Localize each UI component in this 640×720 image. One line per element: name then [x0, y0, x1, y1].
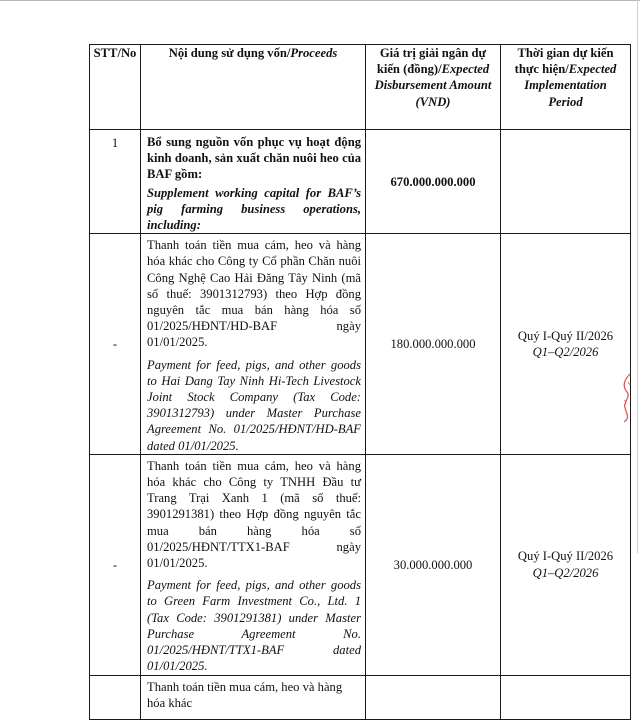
header-value-en: Expected Disbursement Amount (VND): [374, 62, 492, 109]
row-description-vi: Thanh toán tiền mua cám, heo và hàng hóa khác cho Công ty Cổ phần Chăn nuôi Công Nghệ Cao Hải Đăng Tây Ninh (mã số thuế: 3901312793) theo Hợp đồng nguyên tắc mua bán hàng hóa số 01/2025/HĐNT/HD-BAF ngày 01/01/2025.: [147, 238, 361, 350]
row-period-en: Q1–Q2/2026: [532, 565, 599, 580]
row-period: [501, 454, 631, 675]
row-period-vi: Quý I-Quý II/2026: [517, 549, 614, 564]
header-period: [501, 45, 631, 130]
section-no: 1: [90, 130, 141, 234]
section-title-en: Supplement working capital for BAF’s pig farming business operations, including:: [147, 185, 361, 233]
row-description: [141, 675, 366, 719]
row-amount: 30.000.000.000: [366, 454, 501, 675]
section-title-vi: Bổ sung nguồn vốn phục vụ hoạt động kinh doanh, sản xuất chăn nuôi heo của BAF gồm:: [147, 135, 361, 182]
header-value: [366, 45, 501, 130]
header-content-en: Proceeds: [290, 46, 338, 60]
row-description-en: Payment for feed, pigs, and other goods to Green Farm Investment Co., Ltd. 1 (Tax Code: 3901291381) under Master Purchase Agreement No. 01/2025/HĐNT/TTX1-BAF dated 01/01/2025.: [147, 578, 361, 674]
row-period-en: Q1–Q2/2026: [532, 345, 599, 360]
row-description: [141, 234, 366, 455]
table-row: [90, 234, 631, 455]
header-content: [141, 45, 366, 130]
row-amount: [366, 675, 501, 719]
row-description-vi: Thanh toán tiền mua cám, heo và hàng hóa khác: [147, 679, 343, 710]
row-period: [501, 234, 631, 455]
header-no: STT/No: [90, 45, 141, 130]
row-amount: 180.000.000.000: [366, 234, 501, 455]
section-description: [141, 130, 366, 234]
row-period: [501, 675, 631, 719]
row-period-vi: Quý I-Quý II/2026: [517, 328, 614, 343]
row-description-vi: Thanh toán tiền mua cám, heo và hàng hóa khác cho Công ty TNHH Đầu tư Trang Trại Xanh 1 (mã số thuế: 3901291381) theo Hợp đồng nguyên tắc mua bán hàng hóa số 01/2025/HĐNT/TTX1-BAF ngày 01/01/2025.: [147, 458, 361, 571]
page-right-edge: [637, 0, 638, 553]
header-value-vi: Giá trị giải ngân dự kiến (đồng)/: [376, 46, 487, 77]
header-content-vi: Nội dung sử dụng vốn/: [168, 46, 291, 60]
table-row: [90, 454, 631, 675]
section-amount: 670.000.000.000: [366, 130, 501, 234]
table-header-row: [90, 45, 631, 130]
page-top-edge: [0, 0, 640, 1]
section-row: [90, 130, 631, 234]
stamp-fragment-icon: [618, 372, 632, 424]
row-description: [141, 454, 366, 675]
row-no: [90, 675, 141, 719]
header-period-vi: Thời gian dự kiến thực hiện/: [514, 46, 614, 77]
row-no: -: [90, 454, 141, 675]
table-row-partial: [90, 675, 631, 719]
row-no: -: [90, 234, 141, 455]
proceeds-table: [89, 44, 631, 720]
header-period-en: Expected Implementation Period: [524, 62, 617, 109]
section-period: [501, 130, 631, 234]
row-description-en: Payment for feed, pigs, and other goods to Hai Dang Tay Ninh Hi-Tech Livestock Joint Stock Company (Tax Code: 3901312793) under Master Purchase Agreement No. 01/2025/HĐNT/HD-BAF dated 01/01/2025.: [147, 357, 361, 453]
